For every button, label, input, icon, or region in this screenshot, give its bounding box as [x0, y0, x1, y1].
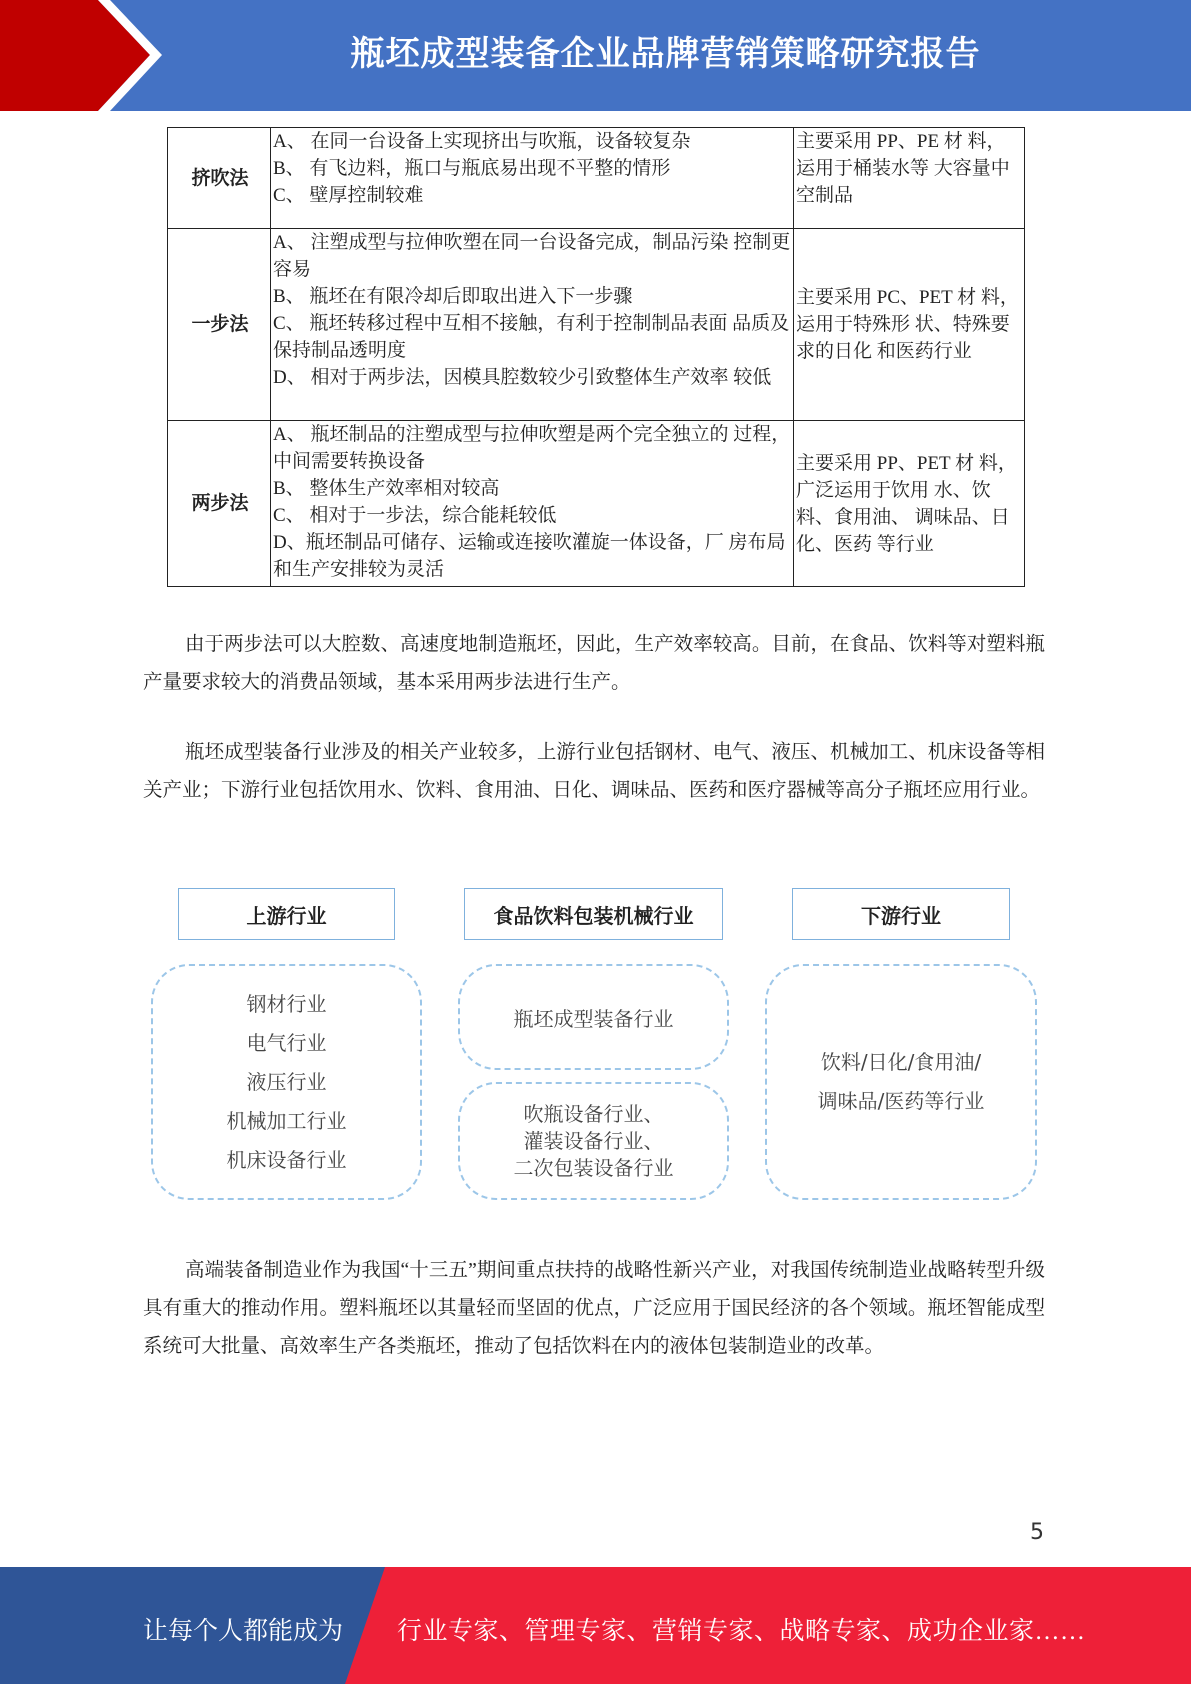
- table-row: [168, 128, 1025, 229]
- list-item: 饮料/日化/食用油/: [820, 1050, 982, 1074]
- list-item: 吹瓶设备行业、: [523, 1101, 664, 1126]
- middle-top-box: [458, 964, 729, 1070]
- body-paragraph: 高端装备制造业作为我国“十三五”期间重点扶持的战略性新兴产业，对我国传统制造业战略转型升级具有重大的推动作用。塑料瓶坯以其量轻而坚固的优点，广泛应用于国民经济的各个领域。瓶坯智能成型系统可大批量、高效率生产各类瓶坯，推动了包括饮料在内的液体包装制造业的改革。: [143, 1260, 1045, 1357]
- method-features: [271, 128, 794, 229]
- table-row: [168, 421, 1025, 587]
- list-item: 机床设备行业: [226, 1147, 347, 1172]
- feature-point: C、 相对于一步法，综合能耗较低: [273, 505, 557, 526]
- feature-point: A、 注塑成型与拉伸吹塑在同一台设备完成，制品污染 控制更容易: [273, 232, 791, 280]
- body-paragraph: 瓶坯成型装备行业涉及的相关产业较多，上游行业包括钢材、电气、液压、机械加工、机床设备等相关产业；下游行业包括饮用水、饮料、食用油、日化、调味品、医药和医疗器械等高分子瓶坯应用行业。: [143, 742, 1045, 801]
- method-application: 主要采用 PP、PE 材 料，运用于桶装水等 大容量中空制品: [794, 128, 1025, 229]
- body-paragraph: 由于两步法可以大腔数、高速度地制造瓶坯，因此，生产效率较高。目前，在食品、饮料等对塑料瓶产量要求较大的消费品领域，基本采用两步法进行生产。: [143, 634, 1045, 693]
- list-item: 钢材行业: [246, 991, 327, 1016]
- list-item: 机械加工行业: [226, 1108, 347, 1133]
- feature-point: C、 壁厚控制较难: [273, 185, 424, 206]
- list-item: 调味品/医药等行业: [817, 1089, 985, 1113]
- report-title: 瓶坯成型装备企业品牌营销策略研究报告: [350, 34, 981, 74]
- method-name: 两步法: [168, 421, 271, 587]
- list-item: 电气行业: [246, 1030, 327, 1055]
- feature-point: B、 整体生产效率相对较高: [273, 478, 500, 499]
- footer-slogan-right: 行业专家、管理专家、营销专家、战略专家、成功企业家……: [397, 1618, 1086, 1645]
- list-item: 瓶坯成型装备行业: [513, 1006, 674, 1031]
- feature-point: B、 有飞边料，瓶口与瓶底易出现不平整的情形: [273, 158, 671, 179]
- feature-point: A、 瓶坯制品的注塑成型与拉伸吹塑是两个完全独立的 过程，中间需要转换设备: [273, 424, 791, 472]
- footer-slogan-left: 让每个人都能成为: [143, 1618, 344, 1645]
- method-comparison-table: [167, 127, 1025, 587]
- upstream-box: [151, 964, 422, 1200]
- method-application: 主要采用 PC、PET 材 料，运用于特殊形 状、特殊要求的日化 和医药行业: [794, 229, 1025, 421]
- middle-title: 食品饮料包装机械行业: [464, 888, 723, 940]
- page-footer: [0, 1567, 1191, 1684]
- feature-point: D、瓶坯制品可储存、运输或连接吹灌旋一体设备，厂 房布局和生产安排较为灵活: [273, 532, 786, 580]
- method-features: [271, 421, 794, 587]
- feature-point: C、 瓶坯转移过程中互相不接触，有利于控制制品表面 品质及保持制品透明度: [273, 313, 790, 361]
- method-name: 一步法: [168, 229, 271, 421]
- page-number: 5: [1030, 1520, 1044, 1545]
- list-item: 灌装设备行业、: [523, 1128, 664, 1153]
- feature-point: B、 瓶坯在有限冷却后即取出进入下一步骤: [273, 286, 633, 307]
- page-header: [0, 0, 1191, 111]
- list-item: 二次包装设备行业: [513, 1155, 674, 1180]
- feature-point: D、 相对于两步法，因模具腔数较少引致整体生产效率 较低: [273, 367, 772, 388]
- method-features: [271, 229, 794, 421]
- downstream-box: [765, 964, 1037, 1200]
- downstream-title: 下游行业: [792, 888, 1010, 940]
- middle-bottom-box: [458, 1082, 729, 1200]
- table-row: [168, 229, 1025, 421]
- method-name: 挤吹法: [168, 128, 271, 229]
- feature-point: A、 在同一台设备上实现挤出与吹瓶，设备较复杂: [273, 131, 691, 152]
- upstream-title: 上游行业: [178, 888, 395, 940]
- method-application: 主要采用 PP、PET 材 料，广泛运用于饮用 水、饮料、食用油、 调味品、日化、医药 等行业: [794, 421, 1025, 587]
- list-item: 液压行业: [246, 1069, 327, 1094]
